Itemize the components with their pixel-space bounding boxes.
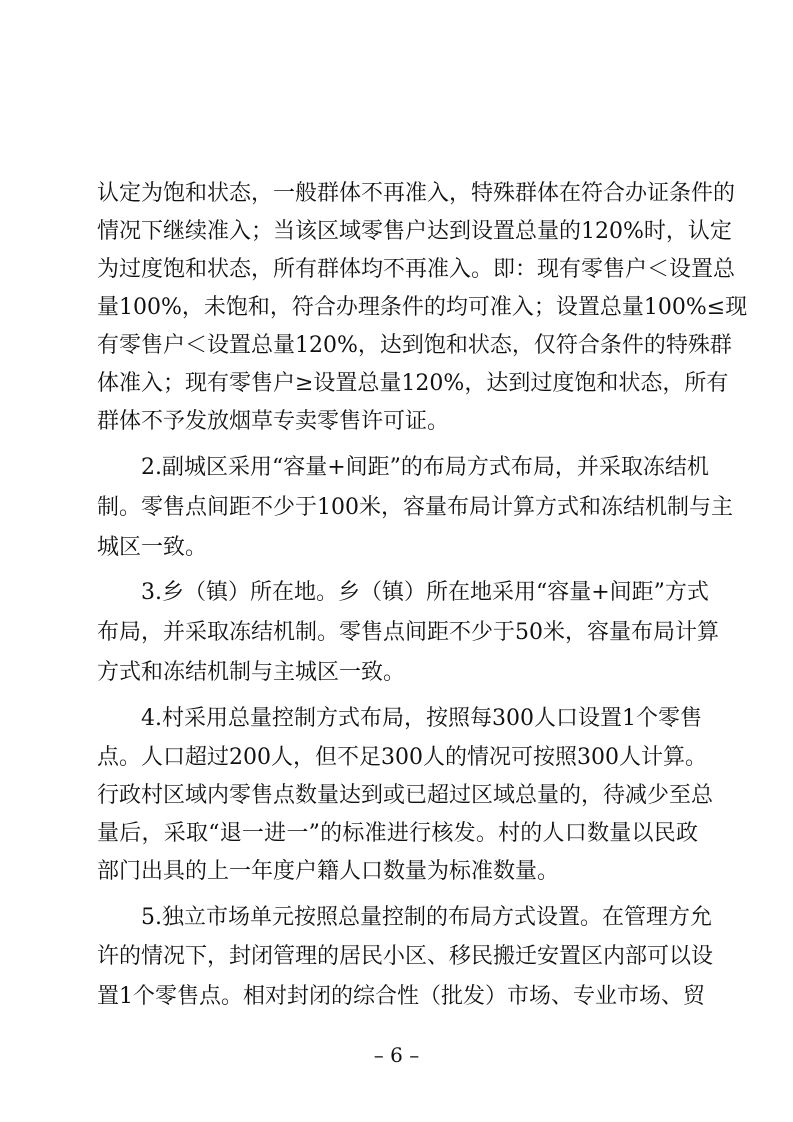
paragraph-line: 情况下继续准入；当该区域零售户达到设置总量的120%时，认定 <box>97 219 732 244</box>
paragraph-line: 方式和冻结机制与主城区一致。 <box>97 660 406 685</box>
paragraph-line: 2.副城区采用“容量+间距”的布局方式布局，并采取冻结机 <box>141 455 709 480</box>
paragraph-line: 城区一致。 <box>97 535 208 560</box>
paragraph-line: 量100%，未饱和，符合办理条件的均可准入；设置总量100%≤现 <box>97 295 748 320</box>
paragraph-line: 量后，采取“退一进一”的标准进行核发。村的人口数量以民政 <box>97 821 698 846</box>
page-number: – 6 – <box>373 1043 420 1067</box>
paragraph-line: 3.乡（镇）所在地。乡（镇）所在地采用“容量+间距”方式 <box>141 580 709 605</box>
paragraph-line: 行政村区域内零售点数量达到或已超过区域总量的，待减少至总 <box>97 783 714 808</box>
paragraph-line: 群体不予发放烟草专卖零售许可证。 <box>97 409 450 434</box>
paragraph-line: 4.村采用总量控制方式布局，按照每300人口设置1个零售 <box>141 706 702 731</box>
paragraph-line: 5.独立市场单元按照总量控制的布局方式设置。在管理方允 <box>141 905 712 930</box>
paragraph-line: 布局，并采取冻结机制。零售点间距不少于50米，容量布局计算 <box>97 620 719 645</box>
paragraph-line: 置1个零售点。相对封闭的综合性（批发）市场、专业市场、贸 <box>97 984 705 1009</box>
paragraph-line: 点。人口超过200人，但不足300人的情况可按照300人计算。 <box>97 745 707 770</box>
paragraph-line: 有零售户＜设置总量120%，达到饱和状态，仅符合条件的特殊群 <box>97 333 732 358</box>
paragraph-line: 许的情况下，封闭管理的居民小区、移民搬迁安置区内部可以设 <box>97 944 714 969</box>
paragraph-line: 部门出具的上一年度户籍人口数量为标准数量。 <box>97 859 560 884</box>
paragraph-line: 认定为饱和状态，一般群体不再准入，特殊群体在符合办证条件的 <box>97 181 736 206</box>
paragraph-line: 为过度饱和状态，所有群体均不再准入。即：现有零售户＜设置总 <box>97 257 736 282</box>
paragraph-line: 制。零售点间距不少于100米，容量布局计算方式和冻结机制与主 <box>97 495 733 520</box>
paragraph-line: 体准入；现有零售户≥设置总量120%，达到过度饱和状态，所有 <box>97 371 729 396</box>
